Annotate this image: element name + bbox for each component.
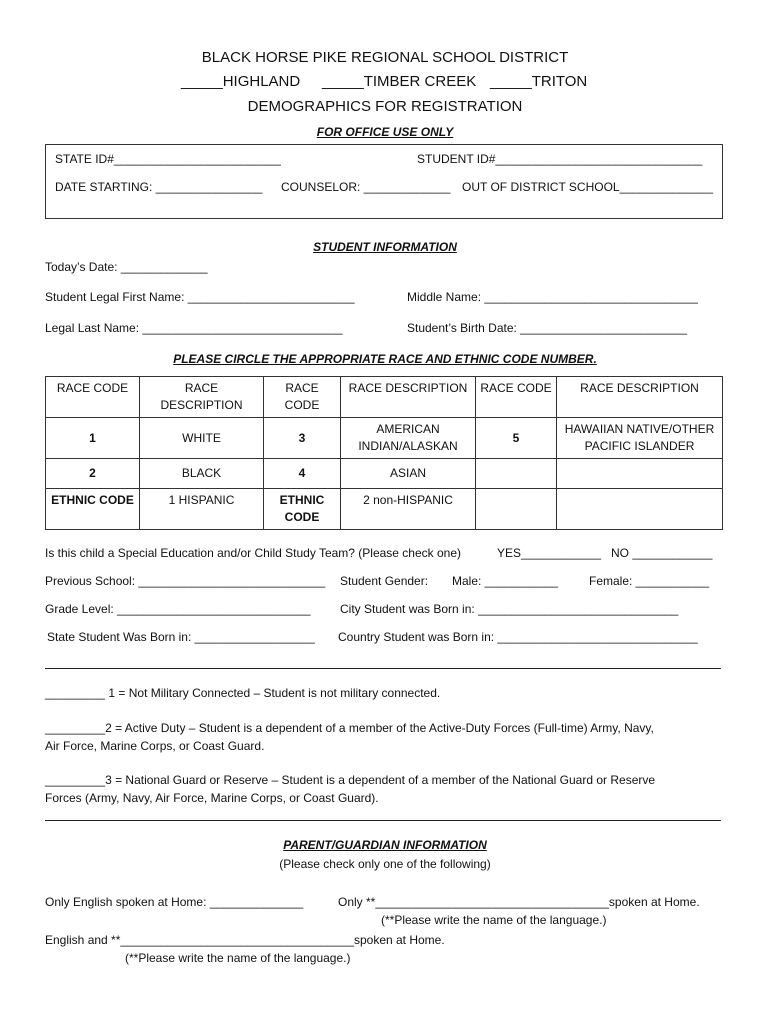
race-instruction: PLEASE CIRCLE THE APPROPRIATE RACE AND ETHNIC CODE NUMBER. — [173, 352, 597, 366]
empty-cell — [476, 459, 557, 489]
country-born-field[interactable]: Country Student was Born in: ______________________________ — [338, 630, 698, 644]
english-and-field[interactable]: English and **___________________________________spoken at Home. — [45, 933, 445, 947]
student-id-field[interactable]: STUDENT ID#_______________________________ — [417, 152, 703, 166]
previous-school-field[interactable]: Previous School: ____________________________ — [45, 574, 326, 588]
gender-female-field[interactable]: Female: ___________ — [589, 574, 710, 588]
empty-cell — [476, 489, 557, 530]
birth-date-field[interactable]: Student’s Birth Date: _________________________ — [407, 321, 688, 335]
race-code-2[interactable]: 2 — [46, 459, 140, 489]
military-option-2-cont: Air Force, Marine Corps, or Coast Guard. — [45, 739, 265, 753]
military-option-3[interactable]: _________3 = National Guard or Reserve – Student is a dependent of a member of the National Guard or Reserve — [45, 773, 656, 787]
ethnic-hispanic[interactable]: 1 HISPANIC — [140, 489, 264, 530]
grade-level-field[interactable]: Grade Level: _____________________________ — [45, 602, 311, 616]
out-of-district-field[interactable]: OUT OF DISTRICT SCHOOL______________ — [462, 180, 714, 194]
state-id-field[interactable]: STATE ID#_________________________ — [55, 152, 281, 166]
header-race-code-2: RACE CODE — [264, 377, 341, 418]
parent-info-subheading: (Please check only one of the following) — [279, 857, 491, 871]
gender-label: Student Gender: — [340, 574, 429, 588]
table-row — [46, 489, 723, 530]
state-born-field[interactable]: State Student Was Born in: __________________ — [47, 630, 315, 644]
table-row — [46, 459, 723, 489]
military-option-2[interactable]: _________2 = Active Duty – Student is a dependent of a member of the Active-Duty Forces (Full-time) Army, Navy, — [45, 721, 654, 735]
only-english-field[interactable]: Only English spoken at Home: ______________ — [45, 895, 304, 909]
race-code-table — [45, 376, 723, 530]
special-ed-question: Is this child a Special Education and/or Child Study Team? (Please check one) — [45, 546, 462, 560]
empty-cell — [557, 459, 723, 489]
table-row — [46, 418, 723, 459]
header-race-code-3: RACE CODE — [476, 377, 557, 418]
empty-cell — [557, 489, 723, 530]
gender-male-field[interactable]: Male: ___________ — [452, 574, 559, 588]
race-code-5[interactable]: 5 — [476, 418, 557, 459]
race-code-4[interactable]: 4 — [264, 459, 341, 489]
school-highland: _____HIGHLAND — [181, 73, 301, 90]
school-triton: _____TRITON — [490, 73, 588, 90]
language-note-1: (**Please write the name of the language.) — [381, 913, 607, 927]
student-info-heading: STUDENT INFORMATION — [313, 240, 457, 254]
race-desc-hawaiian: HAWAIIAN NATIVE/OTHER PACIFIC ISLANDER — [557, 418, 723, 459]
date-starting-field[interactable]: DATE STARTING: ________________ — [55, 180, 263, 194]
military-option-1[interactable]: _________ 1 = Not Military Connected – Student is not military connected. — [45, 686, 441, 700]
race-desc-black: BLACK — [140, 459, 264, 489]
last-name-field[interactable]: Legal Last Name: ______________________________ — [45, 321, 343, 335]
district-title: BLACK HORSE PIKE REGIONAL SCHOOL DISTRICT — [201, 49, 569, 66]
race-desc-white: WHITE — [140, 418, 264, 459]
military-option-3-cont: Forces (Army, Navy, Air Force, Marine Corps, or Coast Guard). — [45, 791, 379, 805]
school-timber-creek: _____TIMBER CREEK — [322, 73, 477, 90]
first-name-field[interactable]: Student Legal First Name: _________________________ — [45, 290, 355, 304]
language-note-2: (**Please write the name of the language.) — [125, 951, 351, 965]
header-race-desc-2: RACE DESCRIPTION — [341, 377, 476, 418]
special-ed-yes-field[interactable]: YES____________ — [497, 546, 602, 560]
form-title: DEMOGRAPHICS FOR REGISTRATION — [247, 98, 523, 115]
ethnic-non-hispanic[interactable]: 2 non-HISPANIC — [341, 489, 476, 530]
divider — [45, 820, 721, 821]
header-race-desc-1: RACE DESCRIPTION — [140, 377, 264, 418]
race-code-1[interactable]: 1 — [46, 418, 140, 459]
ethnic-code-label-2: ETHNIC CODE — [264, 489, 341, 530]
header-race-code-1: RACE CODE — [46, 377, 140, 418]
office-use-heading: FOR OFFICE USE ONLY — [316, 125, 454, 139]
table-header-row — [46, 377, 723, 418]
only-other-language-field[interactable]: Only **___________________________________spoken at Home. — [338, 895, 700, 909]
header-race-desc-3: RACE DESCRIPTION — [557, 377, 723, 418]
special-ed-no-field[interactable]: NO ____________ — [611, 546, 713, 560]
todays-date-field[interactable]: Today’s Date: _____________ — [45, 260, 208, 274]
ethnic-code-label-1: ETHNIC CODE — [46, 489, 140, 530]
middle-name-field[interactable]: Middle Name: ________________________________ — [407, 290, 698, 304]
counselor-field[interactable]: COUNSELOR: _____________ — [281, 180, 451, 194]
race-desc-asian: ASIAN — [341, 459, 476, 489]
divider — [45, 668, 721, 669]
city-born-field[interactable]: City Student was Born in: ______________________________ — [340, 602, 679, 616]
parent-info-heading: PARENT/GUARDIAN INFORMATION — [283, 838, 487, 852]
race-code-3[interactable]: 3 — [264, 418, 341, 459]
race-desc-american-indian: AMERICAN INDIAN/ALASKAN — [341, 418, 476, 459]
